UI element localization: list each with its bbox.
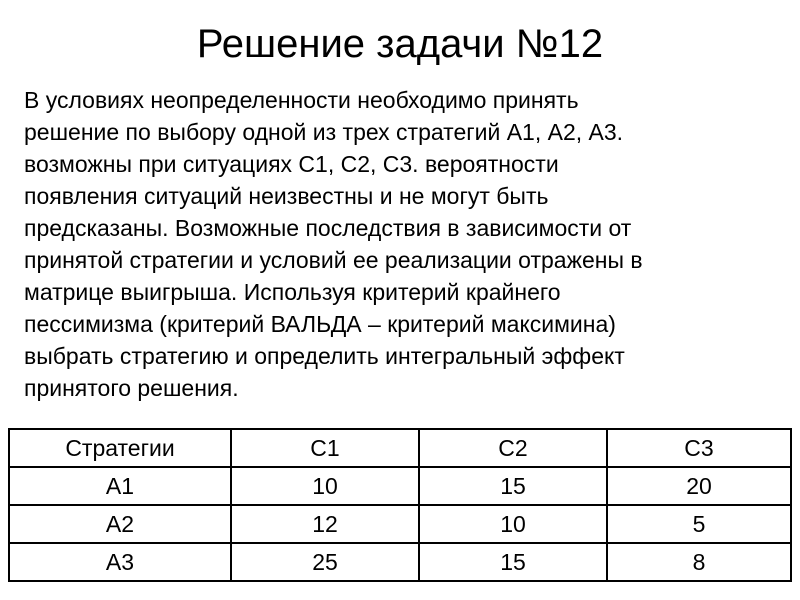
problem-line: предсказаны. Возможные последствия в зависимости от	[24, 215, 632, 241]
table-header-row	[9, 429, 791, 467]
payoff-cell: 8	[607, 543, 791, 581]
strategy-cell: А2	[9, 505, 231, 543]
payoff-cell: 10	[231, 467, 419, 505]
payoff-cell: 20	[607, 467, 791, 505]
problem-line: возможны при ситуациях С1, С2, С3. вероятности	[24, 151, 559, 177]
payoff-cell: 15	[419, 543, 607, 581]
payoff-cell: 12	[231, 505, 419, 543]
payoff-cell: 5	[607, 505, 791, 543]
problem-line: выбрать стратегию и определить интегральный эффект	[24, 343, 625, 369]
table-row	[9, 467, 791, 505]
column-header-c1: С1	[231, 429, 419, 467]
problem-line: пессимизма (критерий ВАЛЬДА – критерий максимина)	[24, 311, 616, 337]
payoff-cell: 10	[419, 505, 607, 543]
payoff-cell: 15	[419, 467, 607, 505]
payoff-matrix-table	[8, 428, 792, 582]
strategy-cell: А3	[9, 543, 231, 581]
problem-line: принятой стратегии и условий ее реализации отражены в	[24, 247, 643, 273]
problem-line: принятого решения.	[24, 375, 239, 401]
problem-line: появления ситуаций неизвестны и не могут быть	[24, 183, 549, 209]
problem-line: В условиях неопределенности необходимо принять	[24, 87, 579, 113]
table-row	[9, 543, 791, 581]
problem-line: матрице выигрыша. Используя критерий крайнего	[24, 279, 561, 305]
strategy-cell: А1	[9, 467, 231, 505]
column-header-strategies: Стратегии	[9, 429, 231, 467]
problem-line: решение по выбору одной из трех стратегий А1, А2, А3.	[24, 119, 624, 145]
column-header-c3: С3	[607, 429, 791, 467]
table-row	[9, 505, 791, 543]
column-header-c2: С2	[419, 429, 607, 467]
payoff-cell: 25	[231, 543, 419, 581]
problem-statement	[24, 84, 764, 404]
page-title: Решение задачи №12	[196, 22, 604, 66]
